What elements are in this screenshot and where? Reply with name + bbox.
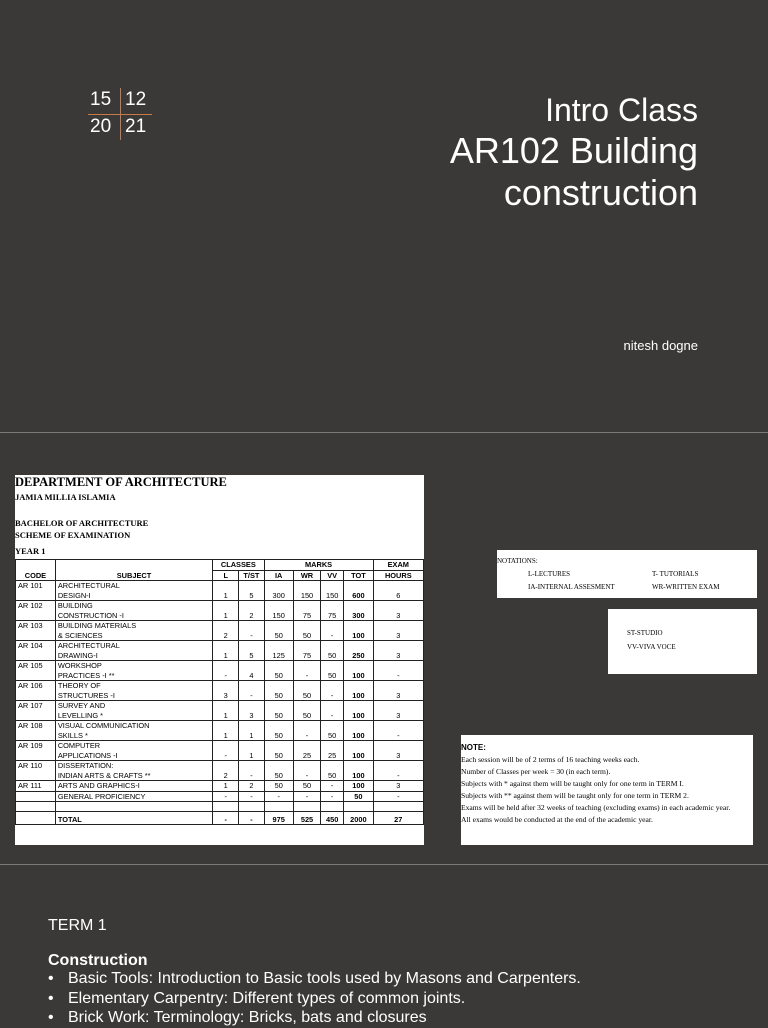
cell-ia: 150 — [264, 601, 293, 621]
list-item-text: Basic Tools: Introduction to Basic tools used by Masons and Carpenters. — [68, 970, 581, 987]
cell-tot: 250 — [344, 641, 373, 661]
cell-ia: 50 — [264, 781, 293, 792]
cell-subject: ARTS AND GRAPHICS-I — [55, 781, 212, 792]
cell-l: 2 — [213, 621, 239, 641]
header-code: CODE — [16, 560, 56, 581]
cell-subject — [55, 641, 212, 661]
table-row — [16, 661, 424, 681]
notation-written-exam: WR-WRITTEN EXAM — [652, 583, 720, 591]
department-heading: DEPARTMENT OF ARCHITECTURE — [15, 475, 227, 489]
cell-hours: 3 — [373, 601, 423, 621]
cell-vv: 50 — [321, 661, 344, 681]
subject-line-2: SKILLS * — [57, 730, 88, 740]
subject-line-1: BUILDING — [57, 601, 93, 610]
scheme-slide — [0, 433, 768, 864]
header-vv: VV — [321, 570, 344, 581]
header-hours: HOURS — [373, 570, 423, 581]
cell-wr: - — [293, 791, 320, 802]
cell-ia: 50 — [264, 681, 293, 701]
cell-ia: - — [264, 791, 293, 802]
cell-l: - — [213, 741, 239, 761]
cell-l: 1 — [213, 701, 239, 721]
cell-ia: 300 — [264, 581, 293, 601]
date-divider-horizontal — [88, 114, 152, 115]
header-tot: TOT — [344, 570, 373, 581]
cell-wr: 50 — [293, 781, 320, 792]
bullet-icon: • — [48, 989, 54, 1007]
cell-vv: 50 — [321, 641, 344, 661]
cell-ia: 50 — [264, 661, 293, 681]
table-row — [16, 721, 424, 741]
cell-hours: 3 — [373, 621, 423, 641]
cell-vv: - — [321, 621, 344, 641]
title-line-course: AR102 Building — [449, 130, 698, 171]
total-ia: 975 — [264, 812, 293, 825]
cell-tot: 100 — [344, 681, 373, 701]
cell-tot: 50 — [344, 791, 373, 802]
note-box — [461, 735, 753, 845]
cell-hours: 3 — [373, 641, 423, 661]
cell-l: - — [213, 661, 239, 681]
table-row — [16, 641, 424, 661]
header-l: L — [213, 570, 239, 581]
notations-box — [497, 550, 757, 598]
cell-l: 1 — [213, 781, 239, 792]
cell-wr: - — [293, 721, 320, 741]
cell-code: AR 111 — [16, 781, 56, 792]
cell-code: AR 109 — [16, 741, 56, 761]
cell-subject — [55, 661, 212, 681]
cell-tst: 1 — [239, 741, 264, 761]
bullet-icon: • — [48, 970, 54, 987]
total-wr: 525 — [293, 812, 320, 825]
cell-l: 1 — [213, 721, 239, 741]
title-slide — [0, 0, 768, 432]
cell-tot: 300 — [344, 601, 373, 621]
year-label: YEAR 1 — [15, 546, 46, 556]
subject-line-2: LEVELLING * — [57, 710, 104, 720]
cell-wr: 50 — [293, 701, 320, 721]
cell-hours: - — [373, 761, 423, 781]
cell-l: 1 — [213, 641, 239, 661]
cell-code — [16, 791, 56, 802]
table-row — [16, 741, 424, 761]
cell-subject — [55, 721, 212, 741]
list-item — [48, 1008, 581, 1028]
subject-line-2: APPLICATIONS -I — [57, 750, 118, 760]
cell-l: 1 — [213, 601, 239, 621]
cell-ia: 50 — [264, 621, 293, 641]
cell-subject — [55, 741, 212, 761]
subject-line-1: DISSERTATION: — [57, 761, 114, 770]
cell-tst: 3 — [239, 701, 264, 721]
subject-line-2: INDIAN ARTS & CRAFTS ** — [57, 770, 151, 780]
notation-lectures: L-LECTURES — [528, 570, 570, 578]
cell-l: 2 — [213, 761, 239, 781]
subject-line-2: DRAWING-I — [57, 650, 98, 660]
date-year-decade: 21 — [125, 116, 147, 137]
cell-subject — [55, 621, 212, 641]
cell-code: AR 108 — [16, 721, 56, 741]
cell-tot: 100 — [344, 621, 373, 641]
table-row — [16, 681, 424, 701]
scheme-table — [15, 559, 424, 825]
cell-tst: - — [239, 681, 264, 701]
cell-ia: 50 — [264, 741, 293, 761]
header-ia: IA — [264, 570, 293, 581]
cell-tot: 600 — [344, 581, 373, 601]
cell-tst: 2 — [239, 601, 264, 621]
section-heading: Construction — [48, 952, 148, 969]
cell-wr: 150 — [293, 581, 320, 601]
term-slide — [0, 865, 768, 1024]
cell-code: AR 106 — [16, 681, 56, 701]
cell-ia: 50 — [264, 761, 293, 781]
blank-row — [16, 802, 424, 812]
subject-line-1: SURVEY AND — [57, 701, 106, 710]
cell-ia: 50 — [264, 721, 293, 741]
cell-tst: 5 — [239, 641, 264, 661]
cell-wr: 50 — [293, 621, 320, 641]
notation-tutorials: T- TUTORIALS — [652, 570, 699, 578]
bullet-icon: • — [48, 1009, 54, 1026]
date-month: 12 — [125, 89, 147, 110]
cell-hours: 6 — [373, 581, 423, 601]
bullet-list — [48, 969, 581, 1028]
subject-line-1: COMPUTER — [57, 741, 101, 750]
total-label: TOTAL — [55, 812, 212, 825]
cell-subject — [55, 701, 212, 721]
cell-tst: - — [239, 621, 264, 641]
cell-hours: 3 — [373, 701, 423, 721]
cell-hours: 3 — [373, 741, 423, 761]
subject-line-1: ARCHITECTURAL — [57, 641, 120, 650]
cell-wr: 50 — [293, 681, 320, 701]
header-row — [16, 560, 424, 571]
cell-tot: 100 — [344, 721, 373, 741]
cell-vv: 25 — [321, 741, 344, 761]
cell-code: AR 104 — [16, 641, 56, 661]
cell-wr: - — [293, 661, 320, 681]
cell-subject — [55, 601, 212, 621]
cell-wr: - — [293, 761, 320, 781]
cell-subject — [55, 581, 212, 601]
title-line-subject: construction — [503, 172, 698, 213]
cell-hours: 3 — [373, 681, 423, 701]
header-exam: EXAM — [373, 560, 423, 571]
author-name: nitesh dogne — [623, 338, 698, 353]
list-item-text: Elementary Carpentry: Different types of common joints. — [68, 989, 466, 1007]
cell-code: AR 107 — [16, 701, 56, 721]
total-tot: 2000 — [344, 812, 373, 825]
subject-line-1: VISUAL COMMUNICATION — [57, 721, 150, 730]
scheme-title: SCHEME OF EXAMINATION — [15, 530, 131, 540]
cell-hours: - — [373, 721, 423, 741]
slide-title — [450, 90, 698, 214]
header-subject: SUBJECT — [55, 560, 212, 581]
cell-subject — [55, 761, 212, 781]
subject-line-1: ARCHITECTURAL — [57, 581, 120, 590]
subject-line-1: WORKSHOP — [57, 661, 102, 670]
table-row — [16, 701, 424, 721]
cell-tot: 100 — [344, 781, 373, 792]
cell-vv: 50 — [321, 721, 344, 741]
notations-title: NOTATIONS: — [497, 557, 538, 565]
title-line-intro: Intro Class — [545, 92, 698, 128]
subject-line-1: BUILDING MATERIALS — [57, 621, 137, 630]
cell-vv: - — [321, 781, 344, 792]
cell-tot: 100 — [344, 761, 373, 781]
cell-wr: 75 — [293, 601, 320, 621]
cell-vv: 150 — [321, 581, 344, 601]
cell-code: AR 101 — [16, 581, 56, 601]
cell-tst: - — [239, 761, 264, 781]
table-row — [16, 781, 424, 792]
cell-l: 1 — [213, 581, 239, 601]
notation-studio: ST-STUDIO — [627, 629, 663, 637]
cell-hours: 3 — [373, 781, 423, 792]
total-tst: - — [239, 812, 264, 825]
date-year-century: 20 — [90, 116, 112, 137]
note-title: NOTE: — [461, 743, 486, 752]
header-classes: CLASSES — [213, 560, 264, 571]
header-marks: MARKS — [264, 560, 373, 571]
cell-code: AR 105 — [16, 661, 56, 681]
cell-code: AR 102 — [16, 601, 56, 621]
cell-tst: - — [239, 791, 264, 802]
cell-tst: 1 — [239, 721, 264, 741]
list-item — [48, 969, 581, 989]
note-line: Subjects with * against them will be taught only for one term in TERM I. — [461, 779, 684, 788]
cell-tot: 100 — [344, 701, 373, 721]
notation-internal-assessment: IA-INTERNAL ASSESMENT — [528, 583, 615, 591]
total-hours: 27 — [373, 812, 423, 825]
programme-name: BACHELOR OF ARCHITECTURE — [15, 518, 149, 528]
cell-tst: 5 — [239, 581, 264, 601]
cell-vv: - — [321, 681, 344, 701]
cell-subject — [55, 681, 212, 701]
header-wr: WR — [293, 570, 320, 581]
table-row — [16, 761, 424, 781]
cell-vv: - — [321, 701, 344, 721]
cell-ia: 50 — [264, 701, 293, 721]
date-day: 15 — [90, 89, 112, 110]
notations-box-2 — [608, 609, 757, 674]
list-item — [48, 989, 581, 1009]
notation-viva-voce: VV-VIVA VOCE — [627, 643, 676, 651]
date-badge — [88, 88, 152, 140]
total-vv: 450 — [321, 812, 344, 825]
cell-code: AR 110 — [16, 761, 56, 781]
header-tst: T/ST — [239, 570, 264, 581]
cell-l: 3 — [213, 681, 239, 701]
cell-vv: 50 — [321, 761, 344, 781]
scheme-table-body — [16, 581, 424, 825]
subject-line-2: CONSTRUCTION -I — [57, 610, 124, 620]
cell-tst: 4 — [239, 661, 264, 681]
note-line: Subjects with ** against them will be taught only for one term in TERM 2. — [461, 791, 689, 800]
university-name: JAMIA MILLIA ISLAMIA — [15, 492, 116, 502]
scheme-document — [15, 475, 424, 845]
table-row — [16, 601, 424, 621]
cell-wr: 25 — [293, 741, 320, 761]
table-row — [16, 581, 424, 601]
cell-code: AR 103 — [16, 621, 56, 641]
cell-subject: GENERAL PROFICIENCY — [55, 791, 212, 802]
subject-line-2: DESIGN-I — [57, 590, 91, 600]
cell-tot: 100 — [344, 741, 373, 761]
cell-tot: 100 — [344, 661, 373, 681]
cell-vv: 75 — [321, 601, 344, 621]
note-line: Number of Classes per week = 30 (in each term). — [461, 767, 611, 776]
cell-hours: - — [373, 661, 423, 681]
total-l: - — [213, 812, 239, 825]
table-row — [16, 791, 424, 802]
total-row — [16, 812, 424, 825]
cell-tst: 2 — [239, 781, 264, 792]
subject-line-2: STRUCTURES -I — [57, 690, 115, 700]
note-line: All exams would be conducted at the end of the academic year. — [461, 815, 653, 824]
cell-vv: - — [321, 791, 344, 802]
cell-l: - — [213, 791, 239, 802]
subject-line-2: & SCIENCES — [57, 630, 103, 640]
note-line: Exams will be held after 32 weeks of teaching (excluding exams) in each academic year. — [461, 803, 731, 812]
term-label: TERM 1 — [48, 917, 107, 934]
cell-ia: 125 — [264, 641, 293, 661]
note-line: Each session will be of 2 terms of 16 teaching weeks each. — [461, 755, 640, 764]
subject-line-2: PRACTICES -I ** — [57, 670, 115, 680]
cell-wr: 75 — [293, 641, 320, 661]
cell-hours: - — [373, 791, 423, 802]
table-row — [16, 621, 424, 641]
list-item-text: Brick Work: Terminology: Bricks, bats and closures — [68, 1009, 427, 1026]
subject-line-1: THEORY OF — [57, 681, 101, 690]
